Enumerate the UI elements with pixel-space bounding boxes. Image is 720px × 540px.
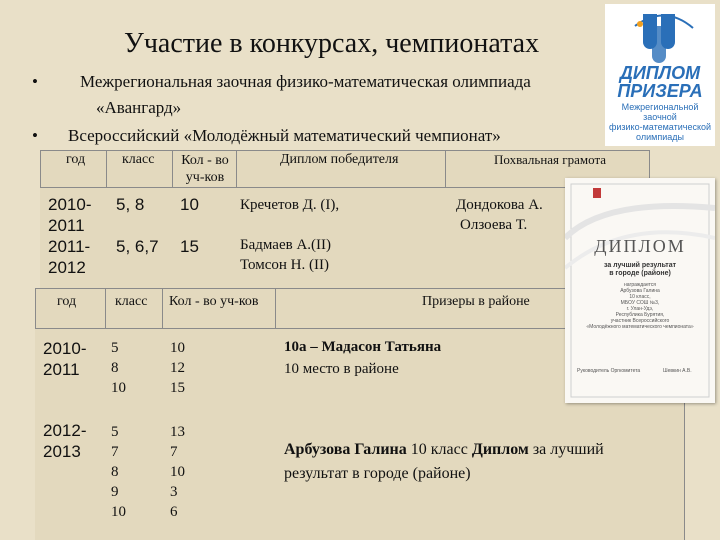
t1-class-2: 5, 6,7 bbox=[116, 237, 159, 256]
t2-row2-year-a: 2012- bbox=[43, 421, 87, 440]
t2-row1-count-2: 12 bbox=[170, 360, 185, 376]
t1-winner-1: Кречетов Д. (I), bbox=[240, 197, 340, 213]
t2-row1-prize-note: 10 место в районе bbox=[284, 361, 399, 377]
t2-row1-classes bbox=[111, 338, 126, 398]
t1-header-year: год bbox=[66, 152, 86, 167]
diploma-body-4: МБОУ СОШ №3, bbox=[620, 300, 660, 306]
diploma-body-2: Арбузова Галина bbox=[620, 288, 660, 294]
t2-row2-class-4: 9 bbox=[111, 484, 119, 500]
t2-row1-prize bbox=[284, 336, 441, 380]
diploma-body-3: 10 класс, bbox=[629, 294, 651, 300]
t2-row2-rest1: за лучший bbox=[528, 441, 604, 458]
t2-header-class: класс bbox=[115, 294, 148, 309]
logo-sub-4: олимпиады bbox=[636, 132, 684, 142]
diploma-body-8: «Молодёжного математического чемпионата» bbox=[586, 324, 694, 330]
t2-row1-class-1: 5 bbox=[111, 340, 119, 356]
bullet-championship-text: Всероссийский «Молодёжный математический чемпионат» bbox=[68, 126, 501, 145]
t2-header-year: год bbox=[57, 294, 77, 309]
t1-header-class: класс bbox=[122, 152, 155, 167]
t2-row2-count-4: 3 bbox=[170, 484, 178, 500]
t1-winner-3: Томсон Н. (II) bbox=[240, 257, 329, 273]
diploma-footer-right: Шевкин А.В. bbox=[663, 368, 692, 374]
t2-row2-class-3: 8 bbox=[111, 464, 119, 480]
t1-year-1b: 2011 bbox=[48, 216, 85, 235]
bullet-dot: • bbox=[32, 126, 38, 145]
t2-row2-year-b: 2013 bbox=[43, 442, 81, 461]
t1-header-count-l1: Кол - во bbox=[181, 153, 229, 168]
t2-header-prize: Призеры в районе bbox=[422, 294, 530, 309]
olympiad-emblem-icon bbox=[605, 6, 715, 64]
logo-sub-3: физико-математической bbox=[608, 122, 712, 132]
diploma-body-1: награждается bbox=[623, 282, 657, 288]
t2-header-count: Кол - во уч-ков bbox=[169, 294, 259, 309]
t2-row2-diploma: Диплом bbox=[471, 441, 529, 458]
t1-praise-2: Олзоева Т. bbox=[460, 217, 528, 233]
t2-row2-count-5: 6 bbox=[170, 504, 178, 520]
diploma-body-7: участник Всероссийского bbox=[610, 318, 670, 324]
diploma-subtitle-l2: в городе (районе) bbox=[609, 270, 671, 277]
results-table-1 bbox=[40, 150, 650, 290]
t1-years bbox=[48, 194, 91, 278]
bullet-olympiad-line2: «Авангард» bbox=[96, 98, 182, 117]
diploma-footer-left: Руководитель Оргкомитета bbox=[577, 368, 641, 374]
t2-row1-count-1: 10 bbox=[170, 340, 185, 356]
t1-year-2a: 2011- bbox=[48, 237, 91, 256]
t2-row2-count-1: 13 bbox=[170, 424, 185, 440]
t2-row1-years bbox=[43, 338, 86, 380]
t2-row2-classes bbox=[111, 422, 126, 522]
t1-header-winner: Диплом победителя bbox=[280, 152, 399, 167]
bullet-dot: • bbox=[32, 72, 38, 91]
t1-winner-2: Бадмаев А.(II) bbox=[240, 237, 332, 253]
t2-row1-year-b: 2011 bbox=[43, 360, 80, 379]
t2-row2-class-1: 5 bbox=[111, 424, 119, 440]
diploma-image bbox=[565, 178, 715, 403]
t1-class-1: 5, 8 bbox=[116, 195, 145, 214]
t2-row2-class-5: 10 bbox=[111, 504, 126, 520]
t2-row1-year-a: 2010- bbox=[43, 339, 87, 358]
t2-row1-class-3: 10 bbox=[111, 380, 126, 396]
t2-row1-count-3: 15 bbox=[170, 380, 185, 396]
t2-row2-prize bbox=[284, 438, 604, 486]
t2-row1-class-2: 8 bbox=[111, 360, 119, 376]
t1-year-2b: 2012 bbox=[48, 258, 86, 277]
diploma-heading: ДИПЛОМ bbox=[594, 236, 686, 256]
t2-row2-class-2: 7 bbox=[111, 444, 119, 460]
t2-row2-mid: 10 класс bbox=[406, 441, 472, 458]
diploma-prizer-logo bbox=[605, 4, 715, 146]
diploma-body-6: Республика Бурятия, bbox=[615, 312, 665, 318]
logo-line2: ПРИЗЕРА bbox=[617, 81, 703, 101]
t2-row1-prize-name: 10а – Мадасон Татьяна bbox=[284, 339, 442, 355]
t1-header-praise: Похвальная грамота bbox=[494, 152, 607, 167]
diploma-subtitle bbox=[565, 262, 715, 278]
t1-header-count-l2: уч-ков bbox=[185, 170, 225, 185]
t2-row2-name: Арбузова Галина bbox=[284, 441, 407, 458]
t2-row2-rest2: результат в городе (районе) bbox=[284, 465, 471, 482]
page-title: Участие в конкурсах, чемпионатах bbox=[124, 28, 540, 59]
t1-count-2: 15 bbox=[180, 237, 199, 256]
t2-row2-count-3: 10 bbox=[170, 464, 185, 480]
logo-line1: ДИПЛОМ bbox=[619, 63, 701, 83]
t2-row2-count-2: 7 bbox=[170, 444, 178, 460]
t2-row2-years bbox=[43, 420, 86, 462]
logo-sub-2: заочной bbox=[643, 112, 677, 122]
logo-sub-1: Межрегиональной bbox=[621, 102, 699, 112]
t1-count-1: 10 bbox=[180, 195, 199, 214]
t2-row2-counts bbox=[170, 422, 185, 522]
t1-year-1a: 2010- bbox=[48, 195, 92, 214]
diploma-subtitle-l1: за лучший результат bbox=[603, 262, 677, 269]
t2-row1-counts bbox=[170, 338, 185, 398]
diploma-body-5: г. Улан-Удэ, bbox=[626, 306, 654, 312]
bullet-olympiad-line1: Межрегиональная заочная физико-математическая олимпиада bbox=[80, 72, 531, 91]
diploma-body bbox=[565, 282, 715, 330]
t1-header-count bbox=[176, 152, 234, 186]
t1-praise-1: Дондокова А. bbox=[456, 197, 543, 213]
